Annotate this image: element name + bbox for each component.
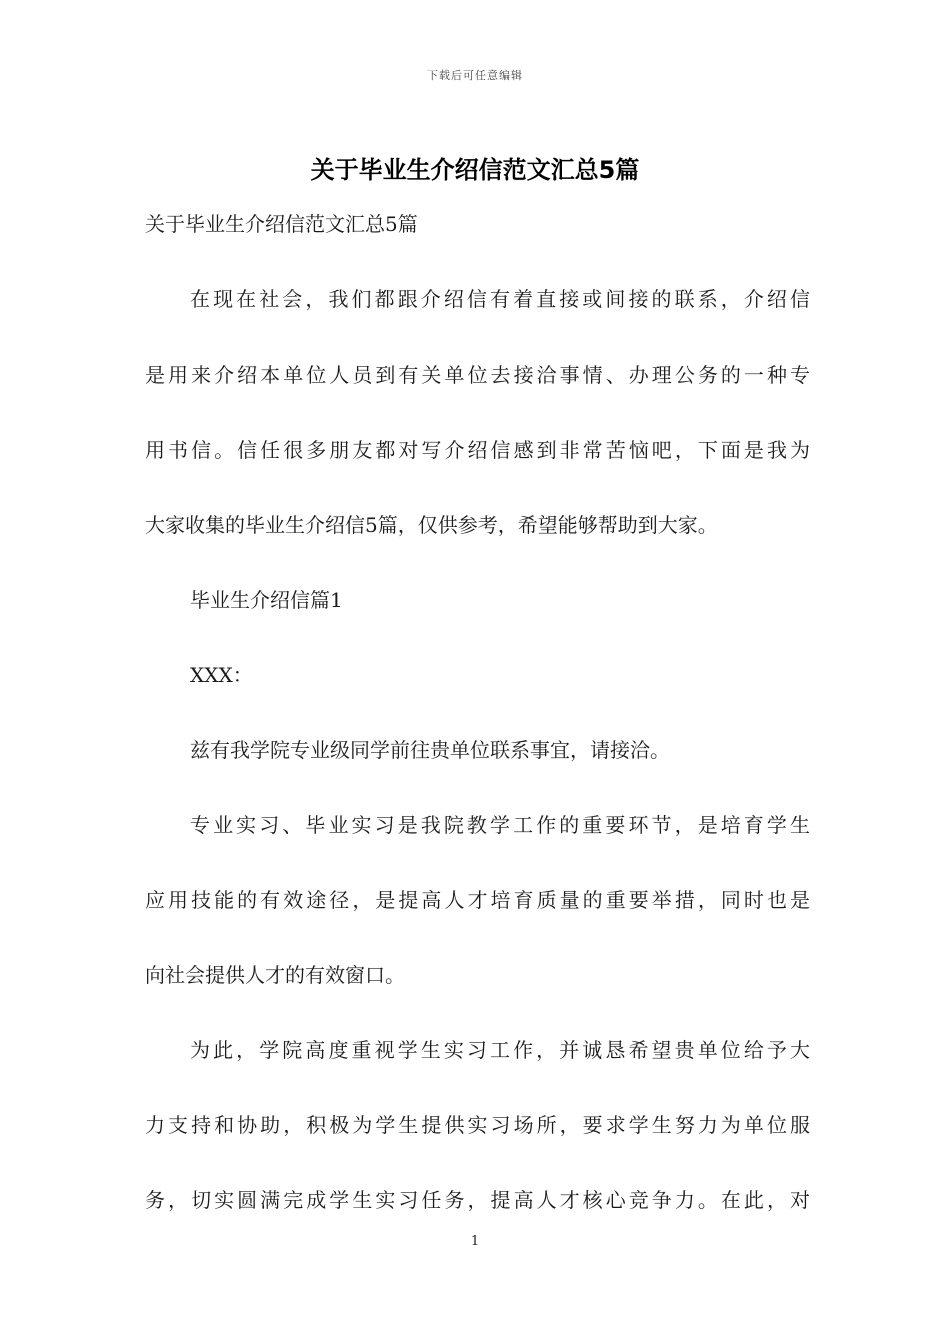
document-subtitle: 关于毕业生介绍信范文汇总5篇: [145, 212, 418, 236]
body2-line-1: 专业实习、毕业实习是我院教学工作的重要环节，是培育学生: [190, 813, 810, 837]
body2-line-3: 向社会提供人才的有效窗口。: [145, 963, 405, 987]
intro-line-2: 是用来介绍本单位人员到有关单位去接洽事情、办理公务的一种专: [145, 363, 810, 387]
salutation: XXX：: [190, 663, 253, 687]
body3-line-3: 务，切实圆满完成学生实习任务，提高人才核心竞争力。在此，对: [145, 1188, 810, 1212]
body3-line-2: 力支持和协助，积极为学生提供实习场所，要求学生努力为单位服: [145, 1113, 810, 1137]
header-note: 下载后可任意编辑: [427, 69, 523, 82]
page-number: 1: [470, 1234, 480, 1249]
intro-line-1: 在现在社会，我们都跟介绍信有着直接或间接的联系，介绍信: [190, 287, 810, 311]
body-paragraph-1: 兹有我学院专业级同学前往贵单位联系事宜，请接洽。: [190, 738, 670, 762]
document-title: 关于毕业生介绍信范文汇总5篇: [310, 156, 640, 184]
intro-line-4: 大家收集的毕业生介绍信5篇，仅供参考，希望能够帮助到大家。: [145, 513, 718, 537]
intro-line-3: 用书信。信任很多朋友都对写介绍信感到非常苦恼吧，下面是我为: [145, 438, 810, 462]
body2-line-2: 应用技能的有效途径，是提高人才培育质量的重要举措，同时也是: [145, 888, 810, 912]
body3-line-1: 为此，学院高度重视学生实习工作，并诚恳希望贵单位给予大: [190, 1038, 810, 1062]
section-heading: 毕业生介绍信篇1: [190, 588, 343, 612]
